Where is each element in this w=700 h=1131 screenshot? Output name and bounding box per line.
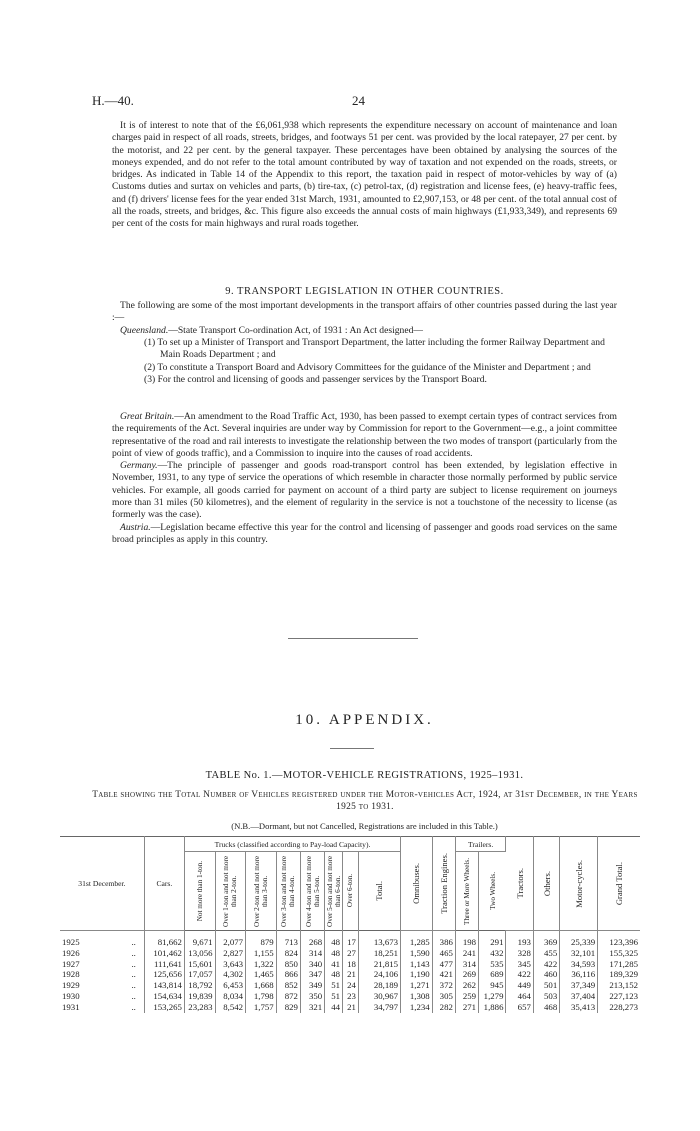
table-cell: 24 (343, 980, 359, 991)
table-cell: 34,797 (358, 1002, 400, 1013)
table-cell: 36,116 (560, 969, 598, 980)
table-cell: 262 (455, 980, 478, 991)
table-cell: 824 (276, 948, 300, 959)
table-cell: 2,077 (215, 937, 246, 948)
table-cell: 48 (325, 937, 343, 948)
table-cell: 18,792 (184, 980, 215, 991)
table-cell: 421 (432, 969, 455, 980)
year-cell (60, 1002, 144, 1013)
table-cell: 465 (432, 948, 455, 959)
queensland-text: —State Transport Co-ordination Act, of 1931 : An Act designed— (168, 324, 423, 336)
table-note: (N.B.—Dormant, but not Cancelled, Registrations are included in this Table.) (231, 821, 498, 831)
table-cell: 21 (343, 969, 359, 980)
year-value: 1930 (62, 990, 80, 1001)
header-cars: Cars. (144, 837, 184, 931)
great-britain-text: —An amendment to the Road Traffic Act, 1930, has been passed to exempt certain types of contract services from the requirements of the Act. Several inquiries are under way by Commission for report to the Government—e.g., a joint committee representative of the road and rail interests to investigate the relationship between the two modes of transport (particularly from the point of view of goods traffic), and a Commission to inquire into the causes of road accidents. (112, 411, 617, 459)
table-cell: 350 (300, 991, 324, 1002)
table-cell: 372 (432, 980, 455, 991)
table-cell: 30,967 (358, 991, 400, 1002)
appendix-title: 10. APPENDIX. (295, 712, 434, 728)
leader-dots: .. (131, 1001, 136, 1012)
great-britain-paragraph (112, 411, 617, 460)
year-value: 1928 (62, 969, 80, 980)
table-cell: 713 (276, 937, 300, 948)
table-cell: 879 (246, 937, 277, 948)
table-cell: 945 (479, 980, 506, 991)
section-9-lead-block (112, 300, 617, 337)
table-cell: 241 (455, 948, 478, 959)
table-row (60, 937, 640, 948)
great-britain-label: Great Britain. (120, 411, 175, 422)
year-cell (60, 980, 144, 991)
table-cell: 872 (276, 991, 300, 1002)
header-truck-total: Total. (358, 852, 400, 931)
table-cell: 101,462 (144, 948, 184, 959)
section-9-countries (112, 411, 617, 546)
table-cell: 369 (533, 937, 559, 948)
table-cell: 269 (455, 969, 478, 980)
table-cell: 18 (343, 959, 359, 970)
leader-dots: .. (131, 990, 136, 1001)
section-9-lead: The following are some of the most important developments in the transport affairs of other countries passed during the last year :— (112, 300, 617, 324)
table-cell: 852 (276, 980, 300, 991)
austria-paragraph (112, 522, 617, 547)
table-cell: 422 (506, 969, 533, 980)
table-cell: 1,190 (401, 969, 433, 980)
table-cell: 501 (533, 980, 559, 991)
table-cell: 9,671 (184, 937, 215, 948)
table-cell: 23,283 (184, 1002, 215, 1013)
table-cell: 153,265 (144, 1002, 184, 1013)
table-row (60, 959, 640, 970)
queensland-list (112, 337, 617, 386)
table-cell: 15,601 (184, 959, 215, 970)
table-cell: 347 (300, 969, 324, 980)
queensland-paragraph (112, 325, 617, 337)
table-cell: 193 (506, 937, 533, 948)
table-cell: 1,155 (246, 948, 277, 959)
leader-dots: .. (131, 980, 136, 991)
table-cell: 154,634 (144, 991, 184, 1002)
table-cell: 535 (479, 959, 506, 970)
table-cell: 422 (533, 959, 559, 970)
header-motor-cycles: Motor-cycles. (560, 837, 598, 931)
header-trailers-group: Trailers. (455, 837, 506, 852)
header-tractors: Tractors. (506, 837, 533, 931)
table-cell: 271 (455, 1002, 478, 1013)
table-cell: 1,234 (401, 1002, 433, 1013)
austria-label: Austria. (120, 521, 151, 533)
table-cell: 17 (343, 937, 359, 948)
table-cell: 123,396 (609, 937, 638, 947)
table-cell: 24,106 (358, 969, 400, 980)
leader-dots: .. (131, 969, 136, 980)
table-cell: 23 (343, 991, 359, 1002)
table-cell: 19,839 (184, 991, 215, 1002)
table-cell: 1,590 (401, 948, 433, 959)
queensland-label: Queensland. (120, 324, 169, 336)
table-cell: 340 (300, 959, 324, 970)
table-cell: 291 (479, 937, 506, 948)
table-cell: 449 (506, 980, 533, 991)
table-cell: 32,101 (560, 948, 598, 959)
report-reference: H.—40. (92, 93, 134, 108)
germany-text: —The principle of passenger and goods road-transport control has been extended, by legislation effective in November, 1931, to any type of service the operations of which resemble in character those normally performed by public service vehicles. For example, all goods carried for payment on account of a third party are subject to license requirement on journeys more than 31 miles (50 kilometres), and the element of regularity in the service is not a touchstone of the necessity to license (as formerly was the case). (112, 460, 617, 521)
table-cell: 850 (276, 959, 300, 970)
table-cell: 1,271 (401, 980, 433, 991)
austria-text: —Legislation became effective this year for the control and licensing of passenger and goods road services on the same broad principles as apply in this country. (112, 521, 617, 545)
table-cell: 3,643 (215, 959, 246, 970)
table-cell: 386 (432, 937, 455, 948)
section-9-title: 9. TRANSPORT LEGISLATION IN OTHER COUNTRIES. (225, 286, 504, 297)
table-cell: 314 (455, 959, 478, 970)
table-cell: 8,034 (215, 991, 246, 1002)
table-cell: 48 (325, 969, 343, 980)
table-cell: 198 (455, 937, 478, 948)
table-cell: 1,279 (479, 991, 506, 1002)
table-cell: 1,465 (246, 969, 277, 980)
header-omnibuses: Omnibuses. (401, 837, 433, 931)
table-cell: 321 (300, 1002, 324, 1013)
table-cell: 345 (506, 959, 533, 970)
table-cell: 21,815 (358, 959, 400, 970)
table-cell: 37,349 (560, 980, 598, 991)
germany-paragraph (112, 460, 617, 521)
table-body (60, 931, 640, 1013)
table-cell: 1,143 (401, 959, 433, 970)
year-cell (60, 937, 144, 948)
table-cell: 155,325 (609, 947, 638, 958)
table-cell: 51 (325, 980, 343, 991)
table-cell: 189,329 (609, 969, 638, 980)
table-cell: 268 (300, 937, 324, 948)
header-grand-total: Grand Total. (598, 837, 640, 931)
table-cell: 464 (506, 991, 533, 1002)
table-cell: 25,339 (560, 937, 598, 948)
year-value: 1925 (62, 937, 80, 947)
header-trailer-two-wheels: Two Wheels. (488, 872, 497, 910)
table-cell: 1,285 (401, 937, 433, 948)
table-cell: 468 (533, 1002, 559, 1013)
table-cell: 503 (533, 991, 559, 1002)
table-title: TABLE No. 1.—MOTOR-VEHICLE REGISTRATIONS, 1925–1931. (205, 770, 524, 781)
table-cell: 1,308 (401, 991, 433, 1002)
table-row (60, 1002, 640, 1013)
table-row (60, 948, 640, 959)
table-cell: 125,656 (144, 969, 184, 980)
table-cell: 213,152 (609, 980, 638, 991)
table-row (60, 969, 640, 980)
table-cell: 657 (506, 1002, 533, 1013)
table-cell: 48 (325, 948, 343, 959)
table-cell: 8,542 (215, 1002, 246, 1013)
table-cell: 27 (343, 948, 359, 959)
list-item: (1) To set up a Minister of Transport and Transport Department, the latter including the former Railway Department and Main Roads Department ; and (144, 337, 605, 361)
table-cell: 460 (533, 969, 559, 980)
table-cell: 866 (276, 969, 300, 980)
table-cell: 477 (432, 959, 455, 970)
table-cell: 314 (300, 948, 324, 959)
table-cell: 2,827 (215, 948, 246, 959)
page-number: 24 (352, 93, 365, 108)
year-cell (60, 969, 144, 980)
table-cell: 259 (455, 991, 478, 1002)
table-cell: 28,189 (358, 980, 400, 991)
header-truck-1ton: Not more than 1-ton. (184, 852, 215, 931)
table-cell: 328 (506, 948, 533, 959)
header-truck-4ton: Over 3-ton and not more than 4-ton. (276, 852, 300, 931)
table-subtitle: Table showing the Total Number of Vehicles registered under the Motor-vehicles Act, 1924, at 31st December, in the Years 1925 to 1931. (92, 790, 638, 812)
registrations-table (60, 836, 640, 1013)
table-cell: 432 (479, 948, 506, 959)
table-cell: 34,593 (560, 959, 598, 970)
year-cell (60, 948, 144, 959)
header-trailer-three-wheels: Three or More Wheels. (455, 852, 478, 931)
leader-dots: .. (131, 937, 136, 947)
appendix-divider (330, 748, 374, 749)
table-cell: 228,273 (609, 1001, 638, 1012)
table-cell: 1,757 (246, 1002, 277, 1013)
table-cell: 455 (533, 948, 559, 959)
year-value: 1926 (62, 947, 80, 958)
year-value: 1927 (62, 958, 80, 969)
header-traction-engines: Traction Engines. (432, 837, 455, 931)
table-cell: 13,673 (358, 937, 400, 948)
year-value: 1931 (62, 1001, 80, 1012)
header-truck-over-6ton: Over 6-ton. (343, 852, 359, 931)
table-cell: 305 (432, 991, 455, 1002)
table-cell: 17,057 (184, 969, 215, 980)
table-cell: 81,662 (144, 937, 184, 948)
table-cell: 1,798 (246, 991, 277, 1002)
table-cell: 689 (479, 969, 506, 980)
intro-section (112, 120, 617, 231)
table-cell: 51 (325, 991, 343, 1002)
table-cell: 1,668 (246, 980, 277, 991)
germany-label: Germany. (120, 460, 158, 472)
header-truck-5ton: Over 4-ton and not more than 5-ton. (300, 852, 324, 931)
intro-paragraph: It is of interest to note that of the £6,061,938 which represents the expenditure necessary on account of maintenance and loan charges paid in respect of all roads, streets, bridges, and footways 51 per cent. was provided by the local ratepayer, 27 per cent. by the motorist, and 22 per cent. by the general taxpayer. These percentages have been obtained by analysing the sources of the moneys expended, and do not refer to the total amount contributed by way of taxation and not expended on the roads, streets, or bridges. As indicated in Table 14 of the Appendix to this report, the taxation paid in respect of motor-vehicles by way of (a) Customs duties and surtax on vehicles and parts, (b) tire-tax, (c) petrol-tax, (d) registration and license fees, (e) heavy-traffic fees, and (f) drivers' license fees for the year ended 31st March, 1931, amounted to £2,907,153, or 48 per cent. of the total annual cost of all the roads, streets, and bridges, &c. This figure also exceeds the annual costs of main highways (£1,933,349), and represents 69 per cent of the costs for main highways and rural roads together. (112, 120, 617, 230)
table-cell: 1,886 (479, 1002, 506, 1013)
year-cell (60, 959, 144, 970)
header-trucks-group: Trucks (classified according to Pay-load Capacity). (184, 837, 400, 852)
table-cell: 13,056 (184, 948, 215, 959)
table-cell: 35,413 (560, 1002, 598, 1013)
table-cell: 21 (343, 1002, 359, 1013)
table-cell: 829 (276, 1002, 300, 1013)
header-truck-2ton: Over 1-ton and not more than 2-ton. (215, 852, 246, 931)
list-item: (3) For the control and licensing of goods and passenger services by the Transport Board. (144, 373, 487, 385)
table-cell: 1,322 (246, 959, 277, 970)
table-cell: 349 (300, 980, 324, 991)
list-item: (2) To constitute a Transport Board and Advisory Committees for the guidance of the Minister and Department ; and (144, 361, 591, 373)
header-others: Others. (533, 837, 559, 931)
header-truck-3ton: Over 2-ton and not more than 3-ton. (246, 852, 277, 931)
table-cell: 282 (432, 1002, 455, 1013)
table-cell: 171,285 (609, 958, 638, 969)
table-cell: 6,453 (215, 980, 246, 991)
table-row (60, 980, 640, 991)
leader-dots: .. (131, 947, 136, 958)
table-cell: 227,123 (609, 990, 638, 1001)
year-cell (60, 991, 144, 1002)
leader-dots: .. (131, 958, 136, 969)
section-divider (288, 638, 418, 639)
table-cell: 4,302 (215, 969, 246, 980)
header-year: 31st December. (60, 837, 144, 931)
table-cell: 44 (325, 1002, 343, 1013)
table-cell: 18,251 (358, 948, 400, 959)
table-row (60, 991, 640, 1002)
table-cell: 111,641 (144, 959, 184, 970)
table-cell: 37,404 (560, 991, 598, 1002)
header-truck-6ton: Over 5-ton and not more than 6-ton. (325, 852, 343, 931)
table-cell: 41 (325, 959, 343, 970)
table-cell: 143,814 (144, 980, 184, 991)
year-value: 1929 (62, 980, 80, 991)
